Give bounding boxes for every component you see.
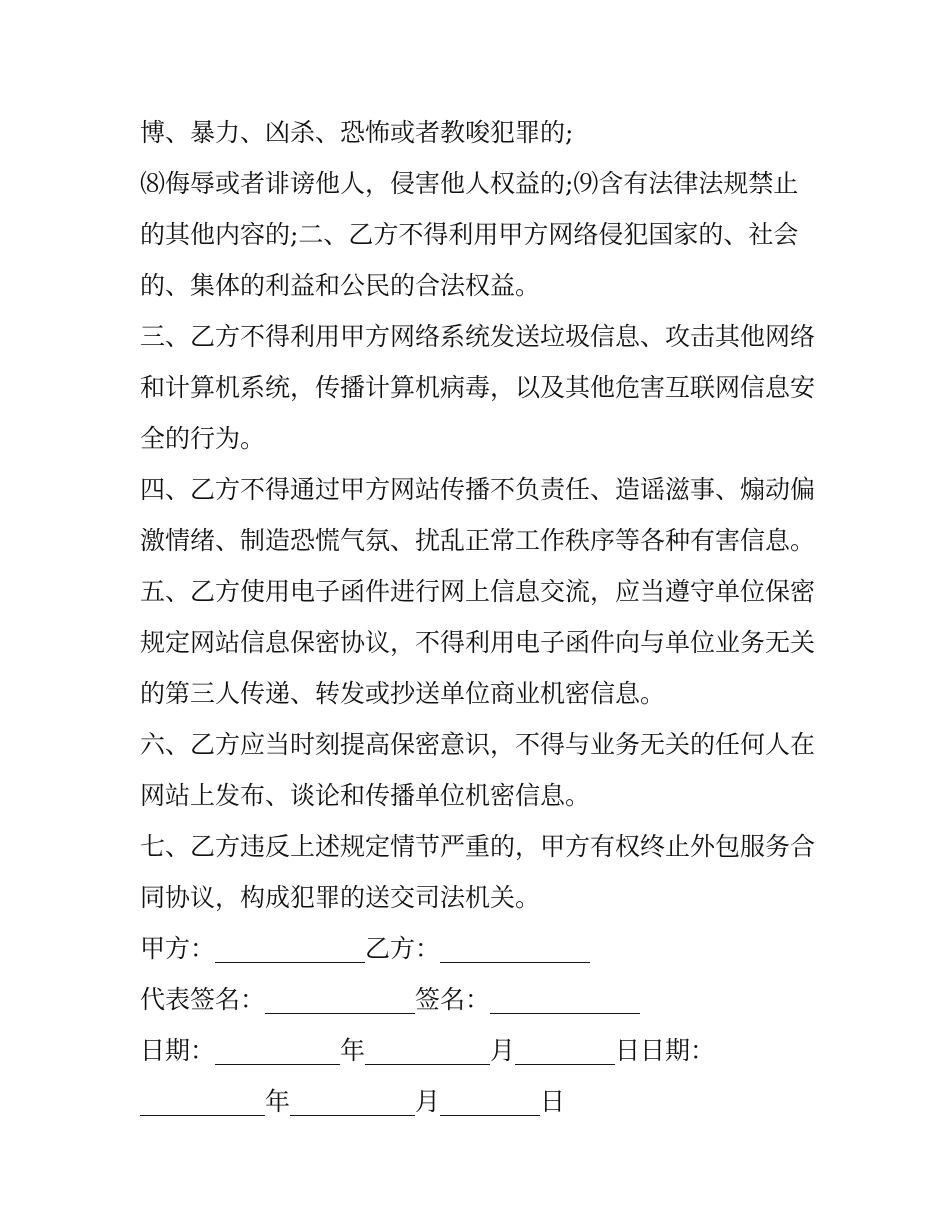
text-line: 全的行为。 xyxy=(140,424,266,453)
signature-name-line: 代表签名：____________签名：____________ xyxy=(140,985,641,1014)
text-line: 网站上发布、谈论和传播单位机密信息。 xyxy=(140,781,591,810)
signature-date-line: __________年__________月________日 xyxy=(140,1087,566,1116)
text-line: 的其他内容的;二、乙方不得利用甲方网络侵犯国家的、社会 xyxy=(140,220,799,249)
text-line: 七、乙方违反上述规定情节严重的，甲方有权终止外包服务合 xyxy=(140,832,816,861)
text-line: 规定网站信息保密协议，不得利用电子函件向与单位业务无关 xyxy=(140,628,816,657)
text-line: 激情绪、制造恐慌气氛、扰乱正常工作秩序等各种有害信息。 xyxy=(140,526,816,555)
text-line: 的、集体的利益和公民的合法权益。 xyxy=(140,271,541,300)
text-line: 同协议，构成犯罪的送交司法机关。 xyxy=(140,883,541,912)
text-line: 博、暴力、凶杀、恐怖或者教唆犯罪的; xyxy=(140,118,574,147)
text-line: 三、乙方不得利用甲方网络系统发送垃圾信息、攻击其他网络 xyxy=(140,322,816,351)
text-line: 和计算机系统，传播计算机病毒，以及其他危害互联网信息安 xyxy=(140,373,816,402)
signature-party-line: 甲方：____________乙方：____________ xyxy=(140,934,591,963)
text-line: ⑻侮辱或者诽谤他人，侵害他人权益的;⑼含有法律法规禁止 xyxy=(140,169,799,198)
text-line: 六、乙方应当时刻提高保密意识，不得与业务无关的任何人在 xyxy=(140,730,816,759)
text-line: 五、乙方使用电子函件进行网上信息交流，应当遵守单位保密 xyxy=(140,577,816,606)
document-page xyxy=(140,107,830,1127)
text-line: 四、乙方不得通过甲方网站传播不负责任、造谣滋事、煽动偏 xyxy=(140,475,816,504)
text-line: 的第三人传递、转发或抄送单位商业机密信息。 xyxy=(140,679,666,708)
signature-date-line: 日期：__________年__________月________日日期： xyxy=(140,1036,716,1065)
